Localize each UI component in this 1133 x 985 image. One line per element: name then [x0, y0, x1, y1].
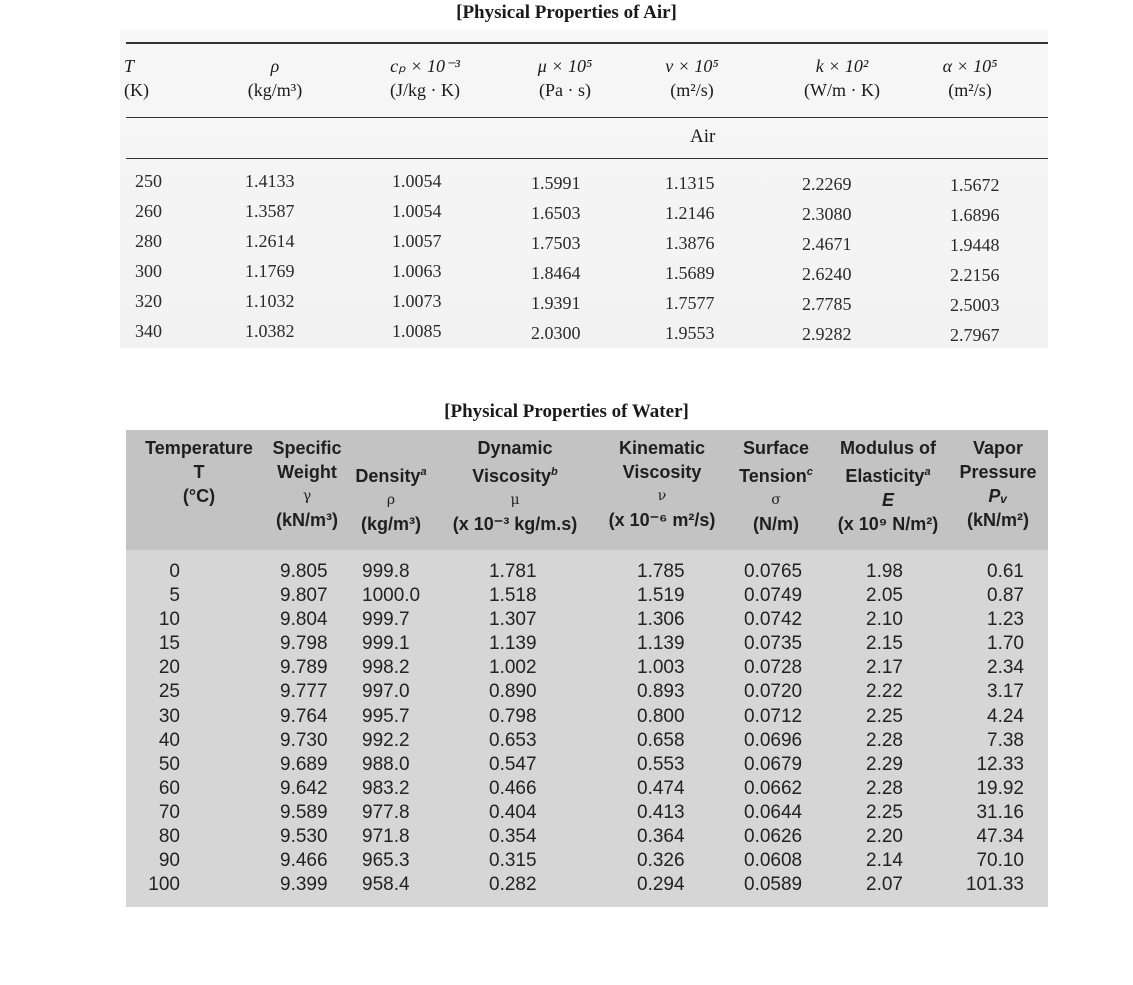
water-header-vapor-pressure: Vapor Pressure Pᵥ (kN/m²): [959, 438, 1037, 530]
air-section-label: Air: [690, 126, 716, 147]
water-header-dynamic-viscosity: Dynamic Viscosity$^b$ μ (x 10⁻³ kg/m.s): [452, 438, 578, 534]
water-header-temperature: Temperature T (°C): [145, 438, 253, 506]
water-col-modulus-elasticity: 1.98 2.05 2.10 2.15 2.17 2.22 2.25 2.28 2.29 2.28 2.25 2.20 2.14 2.07: [866, 561, 903, 896]
water-col-kinematic-viscosity: 1.785 1.519 1.306 1.139 1.003 0.893 0.800 0.658 0.553 0.474 0.413 0.364 0.326 0.294: [637, 561, 685, 896]
water-header-specific-weight: Specific Weight γ (kN/m³): [272, 438, 342, 530]
air-header-t: T (K): [124, 56, 149, 100]
water-col-surface-tension: 0.0765 0.0749 0.0742 0.0735 0.0728 0.0720 0.0712 0.0696 0.0679 0.0662 0.0644 0.0626 0.0608 0.0589: [744, 561, 803, 896]
water-header-kinematic-viscosity: Kinematic Viscosity ν (x 10⁻⁶ m²/s): [608, 438, 716, 530]
air-header-mu: μ × 10⁵ (Pa · s): [537, 56, 593, 100]
water-col-vapor-pressure: 0.61 0.87 1.23 1.70 2.34 3.17 4.24 7.38 12.33 19.92 31.16 47.34 70.10 101.33: [965, 561, 1024, 896]
air-col-k: 2.2269 2.3080 2.4671 2.6240 2.7785 2.9282: [802, 174, 852, 344]
air-col-nu: 1.1315 1.2146 1.3876 1.5689 1.7577 1.9553: [665, 173, 715, 343]
water-col-density: 999.8 1000.0 999.7 999.1 998.2 997.0 995.7 992.2 988.0 983.2 977.8 971.8 965.3 958.4: [362, 561, 421, 896]
water-table-title: [Physical Properties of Water]: [444, 401, 689, 422]
air-header-k: k × 10² (W/m · K): [804, 56, 880, 100]
water-header-surface-tension: Surface Tension$^c$ σ (N/m): [739, 438, 813, 534]
water-header-density: Density$^a$ ρ (kg/m³): [355, 466, 427, 534]
air-col-t: 250 260 280 300 320 340: [135, 171, 162, 341]
air-section-rule: [126, 158, 1048, 159]
water-header-modulus-elasticity: Modulus of Elasticity$^a$ E (x 10⁹ N/m²): [837, 438, 939, 534]
air-col-density: 1.4133 1.3587 1.2614 1.1769 1.1032 1.0382: [245, 171, 295, 341]
air-table-title: [Physical Properties of Air]: [456, 2, 677, 23]
water-col-temperature: 0 5 10 15 20 25 30 40 50 60 70 80 90 100: [148, 561, 180, 896]
air-header-cp: cₚ × 10⁻³ (J/kg · K): [390, 56, 460, 100]
air-col-alpha: 1.5672 1.6896 1.9448 2.2156 2.5003 2.7967: [950, 175, 1000, 345]
water-col-dynamic-viscosity: 1.781 1.518 1.307 1.139 1.002 0.890 0.798 0.653 0.547 0.466 0.404 0.354 0.315 0.282: [489, 561, 537, 896]
air-header-rule: [126, 117, 1048, 118]
air-col-mu: 1.5991 1.6503 1.7503 1.8464 1.9391 2.0300: [531, 173, 581, 343]
air-top-rule: [126, 42, 1048, 44]
air-header-nu: ν × 10⁵ (m²/s): [665, 56, 719, 100]
air-col-cp: 1.0054 1.0054 1.0057 1.0063 1.0073 1.0085: [392, 171, 442, 341]
water-col-specific-weight: 9.805 9.807 9.804 9.798 9.789 9.777 9.764 9.730 9.689 9.642 9.589 9.530 9.466 9.399: [280, 561, 328, 896]
air-header-alpha: α × 10⁵ (m²/s): [942, 56, 998, 100]
air-header-density: ρ (kg/m³): [247, 56, 303, 100]
